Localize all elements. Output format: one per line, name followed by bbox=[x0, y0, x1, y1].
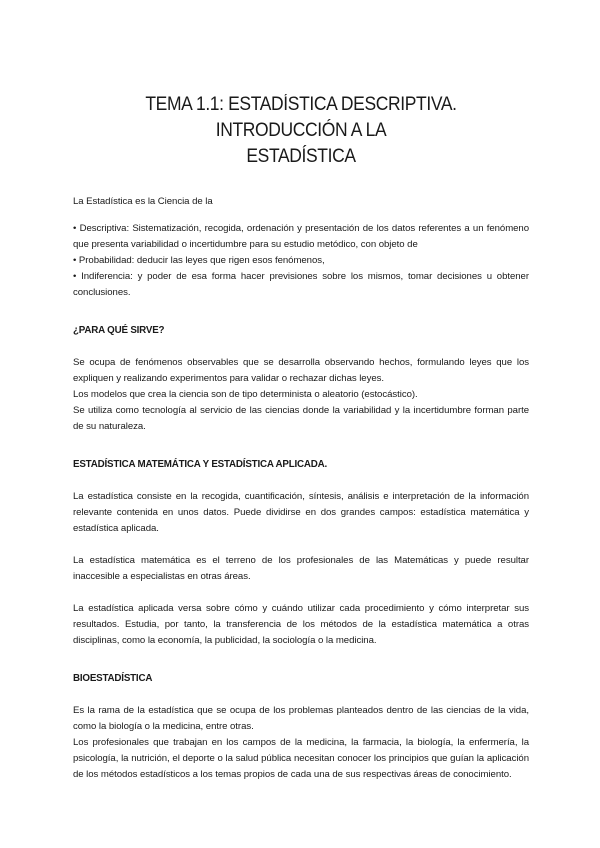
bullet-indiferencia: • Indiferencia: y poder de esa forma hacer previsiones sobre los mismos, tomar decisiones u obtener conclusiones. bbox=[73, 271, 529, 298]
title-line-1: TEMA 1.1: ESTADÍSTICA DESCRIPTIVA. INTRODUCCIÓN A LA bbox=[145, 94, 457, 141]
paragraph-tecnologia: Se utiliza como tecnología al servicio de las ciencias donde la variabilidad y la incertidumbre forman parte de su naturaleza. bbox=[73, 405, 529, 432]
paragraph-fenomenos: Se ocupa de fenómenos observables que se desarrolla observando hechos, formulando leyes que los expliquen y realizando experimentos para validar o rechazar dichas leyes. bbox=[73, 357, 529, 384]
document-title bbox=[91, 92, 511, 170]
section-heading-bioestadistica: BIOESTADÍSTICA bbox=[73, 673, 153, 684]
paragraph-rama: Es la rama de la estadística que se ocupa de los problemas planteados dentro de las ciencias de la vida, como la biología o la medicina, entre otras. bbox=[73, 705, 529, 732]
document-page bbox=[73, 92, 529, 783]
paragraph-estadistica-aplicada: La estadística aplicada versa sobre cómo y cuándo utilizar cada procedimiento y cómo interpretar sus resultados. Estudia, por tanto, la transferencia de los métodos de la estadística matemática a otras disciplinas, como la economía, la publicidad, la sociología o la medicina. bbox=[73, 603, 529, 646]
paragraph-recogida: La estadística consiste en la recogida, cuantificación, síntesis, análisis e interpretación de la información relevante contenida en unos datos. Puede dividirse en dos grandes campos: estadística matemática y estadística aplicada. bbox=[73, 491, 529, 534]
bullet-probabilidad: • Probabilidad: deducir las leyes que rigen esos fenómenos, bbox=[73, 255, 325, 266]
section-heading-para-que-sirve: ¿PARA QUÉ SIRVE? bbox=[73, 325, 165, 336]
title-line-2: ESTADÍSTICA bbox=[246, 146, 356, 167]
paragraph-profesionales: Los profesionales que trabajan en los campos de la medicina, la farmacia, la biología, la enfermería, la psicología, la nutrición, el deporte o la salud pública necesitan conocer los principios que guían la aplicación de los métodos estadísticos a los temas propios de cada una de sus respectivas áreas de conocimiento. bbox=[73, 737, 529, 780]
paragraph-modelos: Los modelos que crea la ciencia son de tipo determinista o aleatorio (estocástico). bbox=[73, 389, 418, 400]
bullet-descriptiva: • Descriptiva: Sistematización, recogida, ordenación y presentación de los datos referentes a un fenómeno que presenta variabilidad o incertidumbre para su estudio metódico, con objeto de bbox=[73, 223, 529, 250]
paragraph-estadistica-matematica: La estadística matemática es el terreno de los profesionales de las Matemáticas y puede resultar inaccesible a especialistas en otras áreas. bbox=[73, 555, 529, 582]
intro-lead: La Estadística es la Ciencia de la bbox=[73, 196, 213, 207]
section-heading-matematica-aplicada: ESTADÍSTICA MATEMÁTICA Y ESTADÍSTICA APLICADA. bbox=[73, 459, 328, 470]
